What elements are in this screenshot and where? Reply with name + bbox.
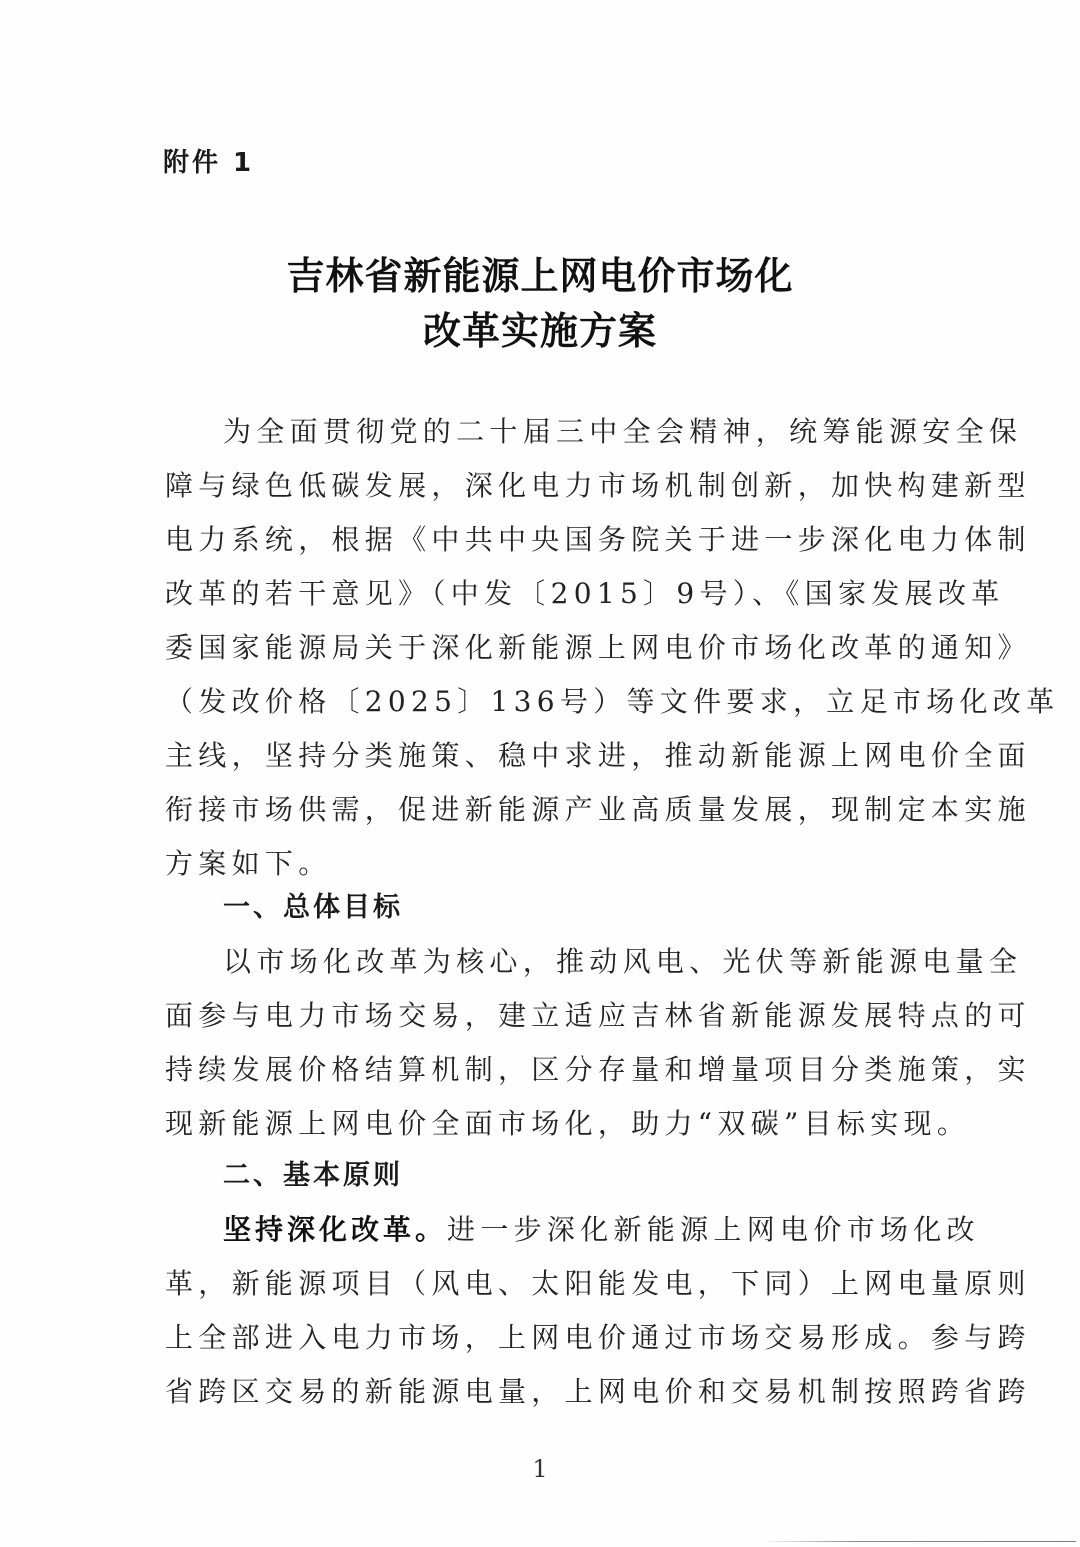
intro-line: 改革的若干意见》（中发〔2015〕9号）、《国家发展改革 <box>165 577 1005 610</box>
principle-title: 坚持深化改革。 <box>223 1213 448 1246</box>
section1-line: 持续发展价格结算机制，区分存量和增量项目分类施策，实 <box>165 1053 1031 1086</box>
intro-line: 障与绿色低碳发展，深化电力市场机制创新，加快构建新型 <box>165 469 1031 502</box>
section1-line: 面参与电力市场交易，建立适应吉林省新能源发展特点的可 <box>165 999 1031 1032</box>
attachment-label: 附件 1 <box>163 148 255 178</box>
intro-line: （发改价格〔2025〕136号）等文件要求，立足市场化改革 <box>165 685 1060 718</box>
section1-line: 现新能源上网电价全面市场化，助力“双碳”目标实现。 <box>165 1107 971 1140</box>
section2-line: 上全部进入电力市场，上网电价通过市场交易形成。参与跨 <box>165 1321 1031 1354</box>
principle-text: 进一步深化新能源上网电价市场化改 <box>447 1213 980 1246</box>
intro-line: 方案如下。 <box>165 847 332 880</box>
intro-line: 主线，坚持分类施策、稳中求进，推动新能源上网电价全面 <box>165 739 1031 772</box>
intro-line: 电力系统，根据《中共中央国务院关于进一步深化电力体制 <box>165 523 1031 556</box>
document-title-line-1: 吉林省新能源上网电价市场化 <box>286 253 794 298</box>
section-heading-overall-goals: 一、总体目标 <box>223 892 403 923</box>
section-heading-basic-principles: 二、基本原则 <box>223 1160 403 1191</box>
intro-line: 为全面贯彻党的二十届三中全会精神，统筹能源安全保 <box>223 415 1023 448</box>
scan-edge-line <box>760 1541 1076 1542</box>
principle-line <box>223 1210 980 1250</box>
section2-line: 省跨区交易的新能源电量，上网电价和交易机制按照跨省跨 <box>165 1375 1031 1408</box>
section1-line: 以市场化改革为核心，推动风电、光伏等新能源电量全 <box>223 945 1023 978</box>
intro-line: 委国家能源局关于深化新能源上网电价市场化改革的通知》 <box>165 631 1031 664</box>
document-title-line-2: 改革实施方案 <box>422 308 657 353</box>
section2-line: 革，新能源项目（风电、太阳能发电，下同）上网电量原则 <box>165 1267 1031 1300</box>
intro-line: 衔接市场供需，促进新能源产业高质量发展，现制定本实施 <box>165 793 1031 826</box>
page-number: 1 <box>532 1455 548 1483</box>
